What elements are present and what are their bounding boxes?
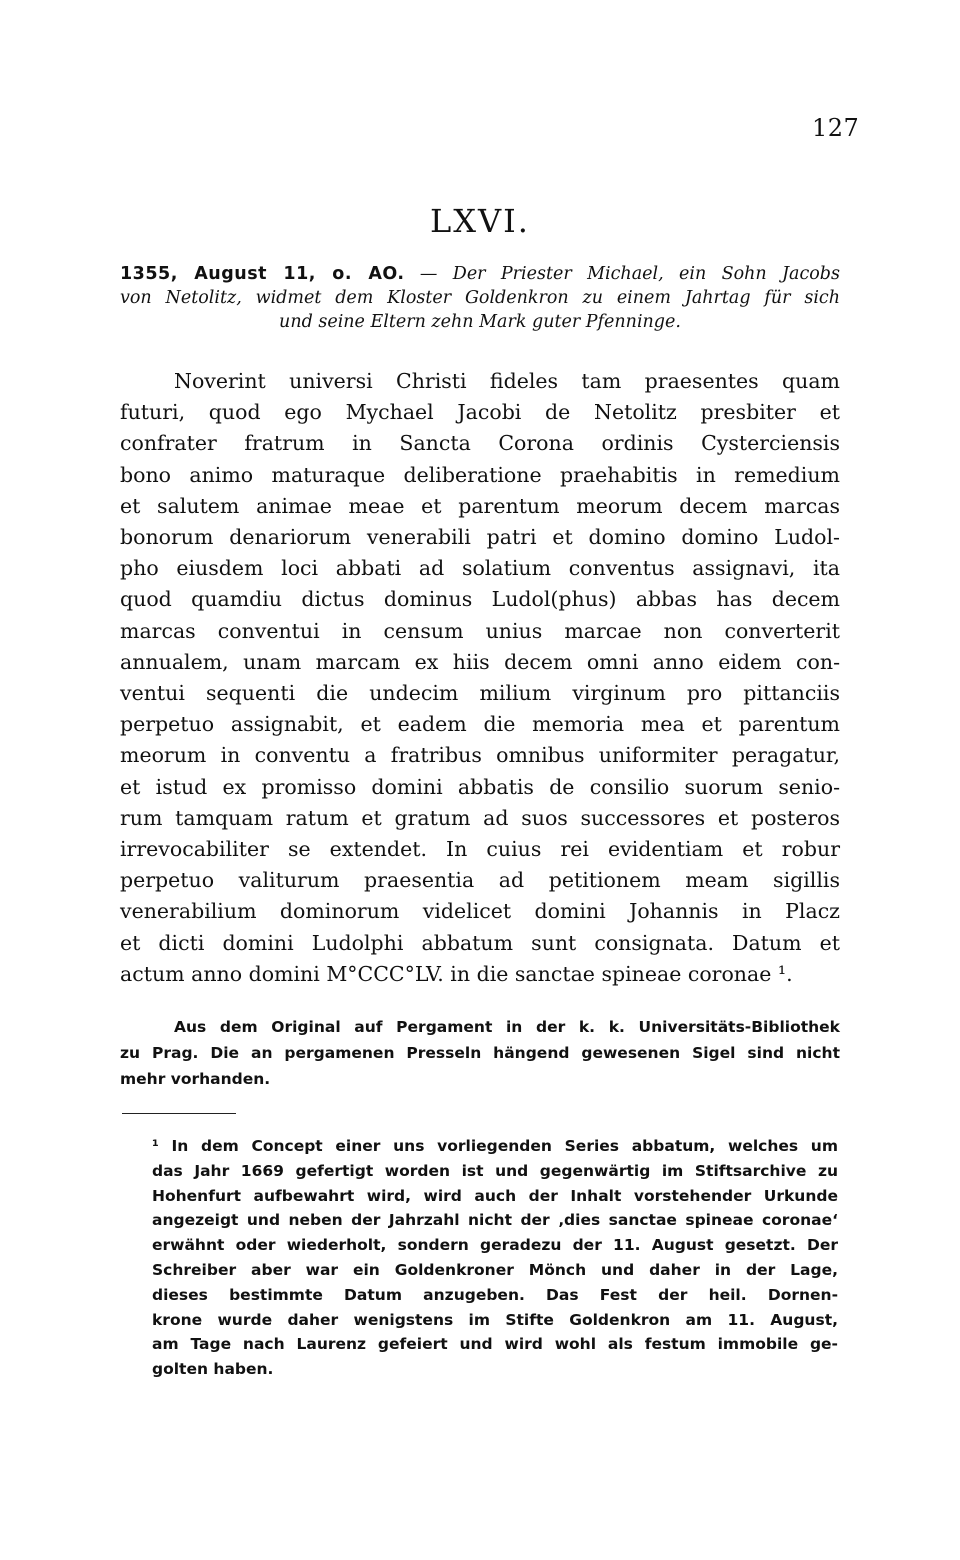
source-note-line: zu Prag. Die an pergamenen Presseln hängend gewesenen Sigel sind nicht [120,1044,840,1062]
charter-line: et istud ex promisso domini abbatis de consilio suorum senio- [120,774,840,799]
footnote-line: das Jahr 1669 gefertigt worden ist und gegenwärtig im Stiftsarchive zu [152,1161,838,1180]
charter-line: bonorum denariorum venerabili patri et domino domino Ludol- [120,525,840,550]
footnote-line: Schreiber aber war ein Goldenkroner Mönch und daher in der Lage, [152,1260,838,1279]
charter-line: marcas conventui in censum unius marcae non converterit [120,618,840,643]
charter-line: Noverint universi Christi fideles tam praesentes quam [174,369,840,393]
charter-line: futuri, quod ego Mychael Jacobi de Netolitz presbiter et [120,400,840,425]
regest-summary [120,262,840,334]
charter-line: et dicti domini Ludolphi abbatum sunt consignata. Datum et [120,930,840,955]
charter-line: irrevocabiliter se extendet. In cuius rei evidentiam et robur [120,837,840,862]
charter-line: rum tamquam ratum et gratum ad suos successores et posteros [120,805,840,830]
source-note [120,1014,840,1092]
regest-line: und seine Eltern zehn Mark guter Pfenninge. [279,312,681,332]
regest-date: 1355, August 11, o. AO. [120,264,405,284]
charter-line: venerabilium dominorum videlicet domini Johannis in Placz [120,899,840,924]
document-number-heading: LXVI. [430,202,530,240]
charter-text [120,366,840,990]
footnote-line: Hohenfurt aufbewahrt wird, wird auch der Inhalt vorstehender Urkunde [152,1186,838,1205]
footnote-line: ¹ In dem Concept einer uns vorliegenden Series abbatum, welches um [152,1137,838,1155]
charter-line: meorum in conventu a fratribus omnibus uniformiter peragatur, [120,743,840,768]
regest-line [120,262,840,286]
charter-line: perpetuo valiturum praesentia ad petitionem meam sigillis [120,868,840,893]
page-number: 127 [812,114,860,142]
footnote-line: krone wurde daher wenigstens im Stifte Goldenkron am 11. August, [152,1310,838,1329]
footnote-line: dieses bestimmte Datum anzugeben. Das Fest der heil. Dornen- [152,1285,838,1304]
footnote-line: angezeigt und neben der Jahrzahl nicht der ‚dies sanctae spineae coronae‘ [152,1211,838,1230]
source-note-line: Aus dem Original auf Pergament in der k. k. Universitäts-Bibliothek [174,1018,840,1036]
regest-text: Der Priester Michael, ein Sohn Jacobs [452,264,840,284]
footnote-line: golten haben. [152,1360,274,1379]
footnote [152,1134,838,1382]
charter-line: confrater fratrum in Sancta Corona ordinis Cysterciensis [120,431,840,456]
charter-line: pho eiusdem loci abbati ad solatium conventus assignavi, ita [120,556,840,581]
charter-line: quod quamdiu dictus dominus Ludol(phus) abbas has decem [120,587,840,612]
footnote-line: erwähnt oder wiederholt, sondern geradezu der 11. August gesetzt. Der [152,1236,838,1255]
footnote-line: am Tage nach Laurenz gefeiert und wird wohl als festum immobile ge- [152,1335,838,1354]
footnote-divider [122,1113,236,1114]
charter-line: perpetuo assignabit, et eadem die memoria mea et parentum [120,712,840,737]
charter-line: annualem, unam marcam ex hiis decem omni anno eidem con- [120,649,840,674]
charter-line: ventui sequenti die undecim milium virginum pro pittanciis [120,681,840,706]
charter-line: bono animo maturaque deliberatione praehabitis in remedium [120,462,840,487]
charter-line: et salutem animae meae et parentum meorum decem marcas [120,493,840,518]
regest-line: von Netolitz, widmet dem Kloster Goldenkron zu einem Jahrtag für sich [120,288,840,308]
charter-line: actum anno domini M°CCC°LV. in die sanctae spineae coronae ¹. [120,961,793,986]
regest-dash: — [404,264,453,284]
source-note-line: mehr vorhanden. [120,1070,271,1088]
